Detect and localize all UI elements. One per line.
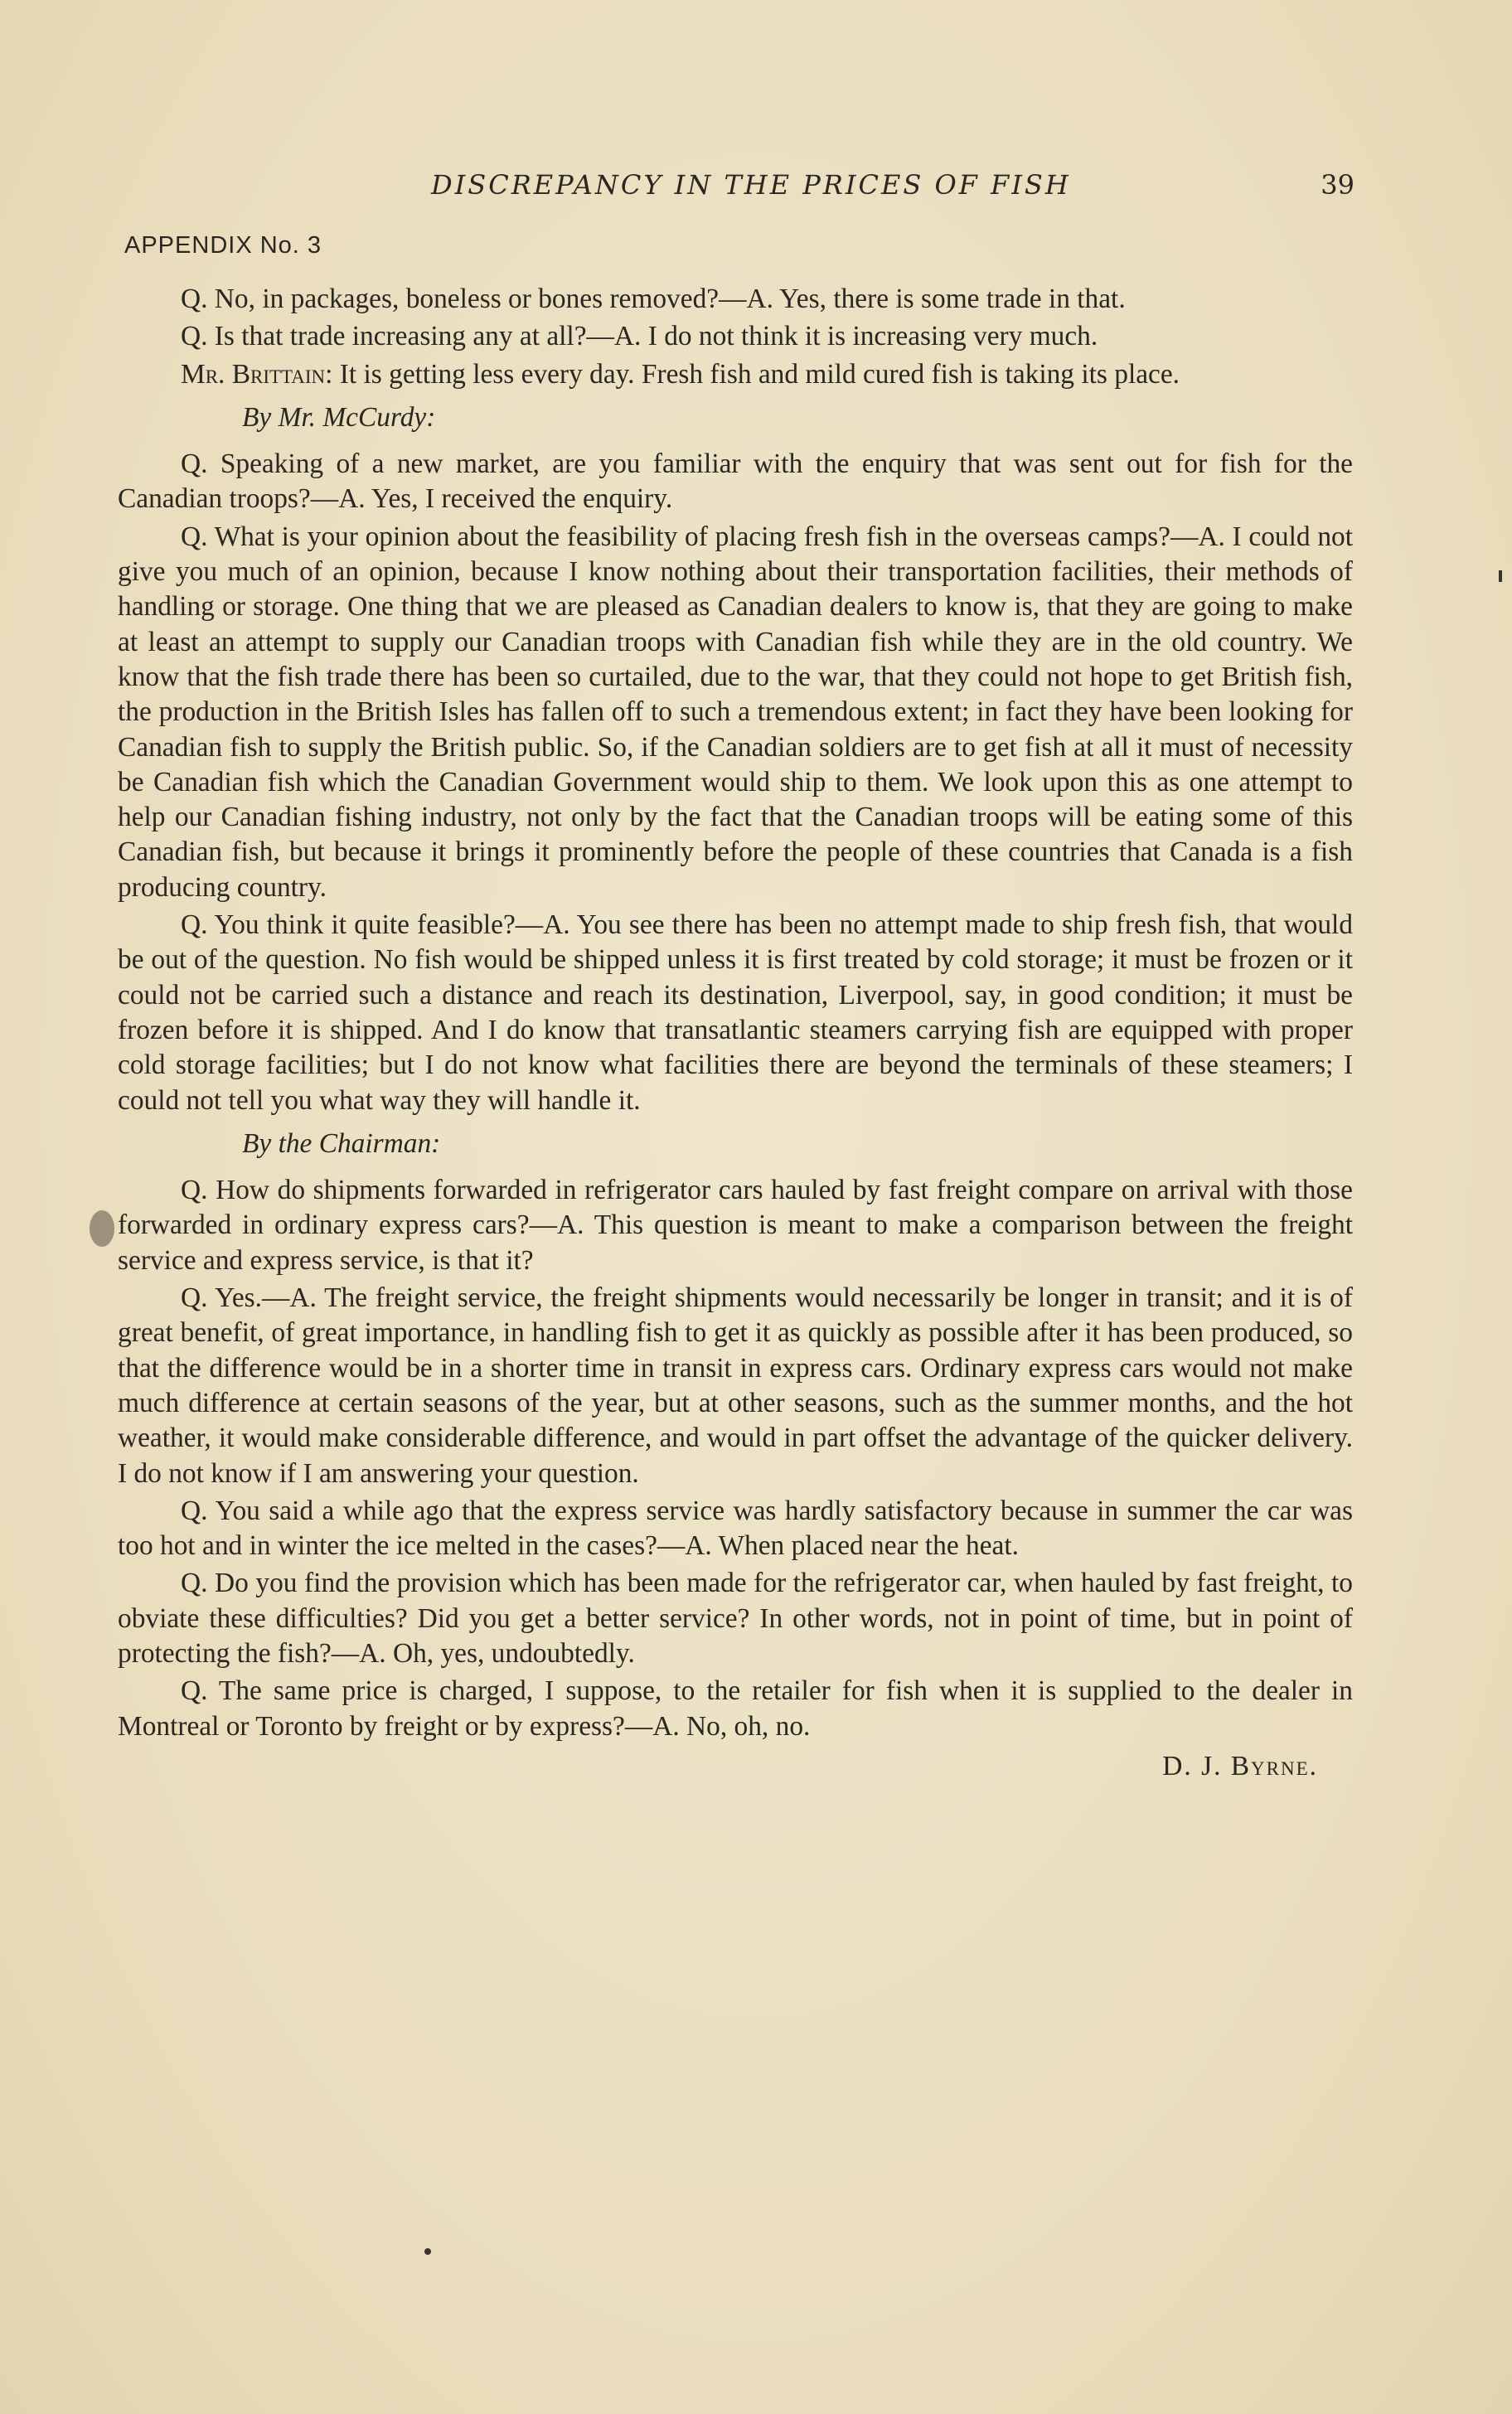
witness-signature: D. J. Byrne. [1162, 1750, 1318, 1781]
ink-dot [424, 2248, 431, 2255]
paragraph: Q. No, in packages, boneless or bones removed?—A. Yes, there is some trade in that. [181, 284, 1126, 314]
paragraph [118, 357, 1353, 392]
paragraph: Q. The same price is charged, I suppose, to the retailer for fish when it is supplied to the dealer in Montreal or Toronto by freight or by express?—A. No, oh, no. [118, 1675, 1353, 1742]
paragraph: Q. You said a while ago that the express service was hardly satisfactory because in summer the car was too hot and in winter the ice melted in the cases?—A. When placed near the heat. [118, 1495, 1353, 1562]
examiner-subheading: By the Chairman: [242, 1127, 441, 1159]
paragraph: Q. What is your opinion about the feasibility of placing fresh fish in the overseas camps?—A. I could not give you much of an opinion, because I know nothing about their transportation facilities, their methods of handling or storage. One thing that we are pleased as Canadian dealers to know is, that they are going to make at least an attempt to supply our Canadian troops with Canadian fish while they are in the old country. We know that the fish trade there has been so curtailed, due to the war, that they could not hope to get British fish, the production in the British Isles has fallen off to such a tremendous extent; in fact they have been looking for Canadian fish to supply the British public. So, if the Canadian soldiers are to get fish at all it must of necessity be Canadian fish which the Canadian Government would ship to them. We look upon this as one attempt to help our Canadian fishing industry, not only by the fact that the Canadian troops will be eating some of this Canadian fish, but because it brings it prominently before the people of these countries that Canada is a fish producing country. [118, 521, 1353, 903]
examiner-subheading: By Mr. McCurdy: [242, 401, 436, 433]
paragraph: Q. Yes.—A. The freight service, the freight shipments would necessarily be longer in transit; and it is of great benefit, of great importance, in handling fish to get it as quickly as possible after it has been produced, so that the difference would be in a shorter time in transit in express cars. Ordinary express cars would not make much difference at certain seasons of the year, but at other seasons, such as the summer months, and the hot weather, it would make considerable difference, and would in part offset the advantage of the quicker delivery. I do not know if I am answering your question. [118, 1282, 1353, 1489]
speaker-name: Mr. Brittain [181, 358, 326, 390]
speaker-text: : It is getting less every day. Fresh fish and mild cured fish is taking its place. [325, 358, 1180, 390]
header-title: DISCREPANCY IN THE PRICES OF FISH [431, 169, 1071, 201]
paragraph: Q. You think it quite feasible?—A. You see there has been no attempt made to ship fresh fish, that would be out of the question. No fish would be shipped unless it is first treated by cold storage; it must be frozen or it could not be carried such a distance and reach its destination, Liverpool, say, in good condition; it must be frozen before it is shipped. And I do know that transatlantic steamers carrying fish are equipped with proper cold storage facilities; but I do not know what facilities there are beyond the terminals of these steamers; I could not tell you what way they will handle it. [118, 909, 1353, 1116]
transcript-body [118, 282, 1353, 1784]
page-number: 39 [1321, 169, 1354, 201]
appendix-label: APPENDIX No. 3 [124, 232, 322, 259]
paragraph: Q. Is that trade increasing any at all?—A. I do not think it is increasing very much. [181, 321, 1098, 352]
paragraph: Q. How do shipments forwarded in refrigerator cars hauled by fast freight compare on arrival with those forwarded in ordinary express cars?—A. This question is meant to make a comparison between the freight service and express service, is that it? [118, 1175, 1353, 1276]
ink-blot [90, 1210, 114, 1247]
margin-mark [1499, 570, 1502, 582]
paragraph: Q. Do you find the provision which has been made for the refrigerator car, when hauled by fast freight, to obviate these difficulties? Did you get a better service? In other words, not in point of time, but in point of protecting the fish?—A. Oh, yes, undoubtedly. [118, 1568, 1353, 1669]
running-header [431, 169, 1354, 207]
paragraph: Q. Speaking of a new market, are you familiar with the enquiry that was sent out for fish for the Canadian troops?—A. Yes, I received the enquiry. [118, 448, 1353, 515]
